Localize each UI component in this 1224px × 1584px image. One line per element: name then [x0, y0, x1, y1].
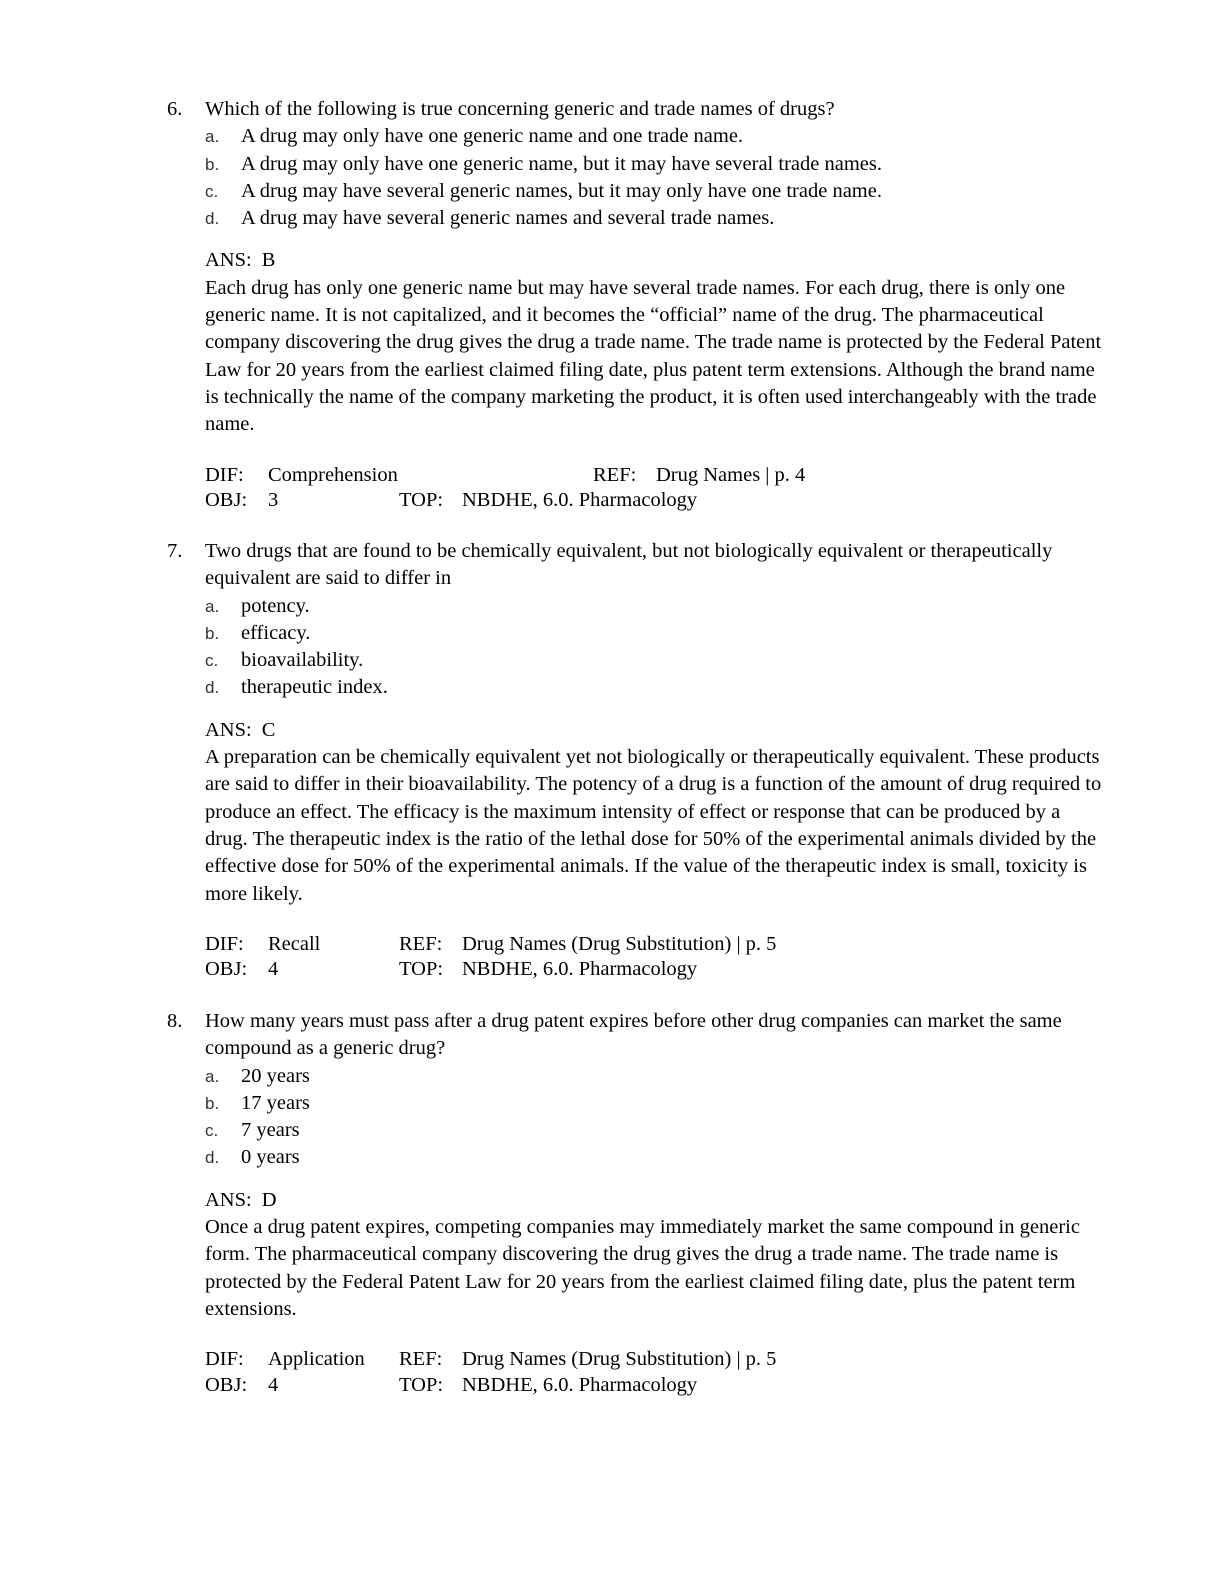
choice-letter: a.	[205, 1066, 220, 1086]
choice-letter: d.	[205, 678, 220, 698]
top-label: TOP:	[399, 489, 444, 512]
choice-c	[205, 647, 1107, 674]
answer-block	[205, 247, 1107, 438]
metadata-row	[205, 488, 1107, 514]
question-stem: Which of the following is true concerning generic and trade names of drugs?	[205, 98, 835, 120]
choice-b	[205, 1090, 1107, 1117]
choice-text: 0 years	[241, 1146, 300, 1169]
choice-text: bioavailability.	[241, 649, 364, 672]
answer-value: D	[261, 1188, 277, 1211]
choice-a	[205, 593, 1107, 620]
question-metadata	[205, 463, 1107, 514]
answer-label: ANS:	[205, 249, 252, 272]
choice-letter: d.	[205, 209, 220, 229]
question-header	[167, 1008, 1107, 1063]
choice-text: A drug may have several generic names and several trade names.	[241, 207, 775, 230]
choice-d	[205, 674, 1107, 701]
choice-letter: c.	[205, 1121, 219, 1141]
question-number: 8.	[167, 1010, 183, 1032]
choice-letter: a.	[205, 127, 220, 147]
top-value: NBDHE, 6.0. Pharmacology	[462, 958, 698, 981]
answer-block	[205, 717, 1107, 908]
question-7	[167, 538, 1107, 983]
metadata-row	[205, 463, 1107, 489]
dif-value: Comprehension	[268, 463, 398, 486]
question-metadata	[205, 932, 1107, 983]
answer-block	[205, 1187, 1107, 1323]
rationale: Once a drug patent expires, competing companies may immediately market the same compound in generic form. The pharmaceutical company discovering the drug gives the drug a trade name. The trade name is protected by the Federal Patent Law for 20 years from the earliest claimed filing date, plus the patent term extensions.	[205, 1216, 1080, 1320]
question-stem: Two drugs that are found to be chemically equivalent, but not biologically equivalent or therapeutically equivalent are said to differ in	[205, 540, 1053, 590]
question-8	[167, 1008, 1107, 1398]
question-stem: How many years must pass after a drug patent expires before other drug companies can market the same compound as a generic drug?	[205, 1010, 1062, 1060]
metadata-row	[205, 932, 1107, 958]
dif-value: Application	[268, 1348, 365, 1371]
choice-text: therapeutic index.	[241, 676, 388, 699]
obj-label: OBJ:	[205, 1373, 248, 1396]
ref-label: REF:	[399, 932, 443, 955]
answer-line	[205, 717, 1107, 744]
choice-letter: c.	[205, 181, 219, 201]
rationale: A preparation can be chemically equivalent yet not biologically or therapeutically equivalent. These products are said to differ in their bioavailability. The potency of a drug is a function of the amount of drug required to produce an effect. The efficacy is the maximum intensity of effect or response that can be produced by a drug. The therapeutic index is the ratio of the lethal dose for 50% of the experimental animals divided by the effective dose for 50% of the experimental animals. If the value of the therapeutic index is small, toxicity is more likely.	[205, 746, 1102, 905]
choice-letter: b.	[205, 623, 220, 643]
choice-a	[205, 1063, 1107, 1090]
choice-text: 7 years	[241, 1119, 300, 1142]
choice-text: efficacy.	[241, 621, 311, 644]
dif-value: Recall	[268, 932, 321, 955]
choice-letter: c.	[205, 651, 219, 671]
choice-text: potency.	[241, 594, 310, 617]
ref-label: REF:	[399, 1348, 443, 1371]
choice-b	[205, 620, 1107, 647]
obj-label: OBJ:	[205, 489, 248, 512]
choice-d	[205, 205, 1107, 232]
choice-c	[205, 178, 1107, 205]
question-number: 6.	[167, 98, 183, 120]
choice-letter: d.	[205, 1148, 220, 1168]
obj-label: OBJ:	[205, 958, 248, 981]
ref-label: REF:	[593, 463, 637, 486]
choice-text: A drug may only have one generic name, but it may have several trade names.	[241, 152, 882, 175]
choice-d	[205, 1144, 1107, 1171]
choice-letter: b.	[205, 1093, 220, 1113]
question-header	[167, 96, 1107, 123]
question-number: 7.	[167, 540, 183, 562]
answer-line	[205, 1187, 1107, 1214]
answer-label: ANS:	[205, 1188, 252, 1211]
dif-label: DIF:	[205, 932, 244, 955]
choice-text: A drug may only have one generic name and one trade name.	[241, 125, 744, 148]
choice-list	[167, 123, 1107, 232]
question-header	[167, 538, 1107, 593]
choice-letter: a.	[205, 596, 220, 616]
choice-list	[167, 1063, 1107, 1172]
rationale: Each drug has only one generic name but may have several trade names. For each drug, there is only one generic name. It is not capitalized, and it becomes the “official” name of the drug. The pharmaceutical company discovering the drug gives the drug a trade name. The trade name is protected by the Federal Patent Law for 20 years from the earliest claimed filing date, plus patent term extensions. Although the brand name is technically the name of the company marketing the product, it is often used interchangeably with the trade name.	[205, 276, 1102, 436]
choice-b	[205, 151, 1107, 178]
top-value: NBDHE, 6.0. Pharmacology	[462, 1373, 698, 1396]
metadata-row	[205, 1347, 1107, 1373]
question-metadata	[205, 1347, 1107, 1398]
dif-label: DIF:	[205, 1348, 244, 1371]
top-label: TOP:	[399, 1373, 444, 1396]
choice-text: A drug may have several generic names, but it may only have one trade name.	[241, 179, 882, 202]
answer-label: ANS:	[205, 718, 252, 741]
choice-list	[167, 593, 1107, 702]
choice-letter: b.	[205, 154, 220, 174]
obj-value: 3	[268, 489, 279, 512]
ref-value: Drug Names (Drug Substitution) | p. 5	[462, 1348, 777, 1371]
answer-line	[205, 247, 1107, 274]
top-label: TOP:	[399, 958, 444, 981]
choice-text: 20 years	[241, 1064, 310, 1087]
answer-value: B	[261, 249, 276, 272]
answer-value: C	[261, 718, 276, 741]
ref-value: Drug Names | p. 4	[656, 463, 806, 486]
dif-label: DIF:	[205, 463, 244, 486]
metadata-row	[205, 957, 1107, 983]
choice-text: 17 years	[241, 1091, 310, 1114]
choice-c	[205, 1117, 1107, 1144]
metadata-row	[205, 1373, 1107, 1399]
obj-value: 4	[268, 958, 279, 981]
ref-value: Drug Names (Drug Substitution) | p. 5	[462, 932, 777, 955]
obj-value: 4	[268, 1373, 279, 1396]
question-6	[167, 96, 1107, 514]
top-value: NBDHE, 6.0. Pharmacology	[462, 489, 698, 512]
choice-a	[205, 123, 1107, 150]
